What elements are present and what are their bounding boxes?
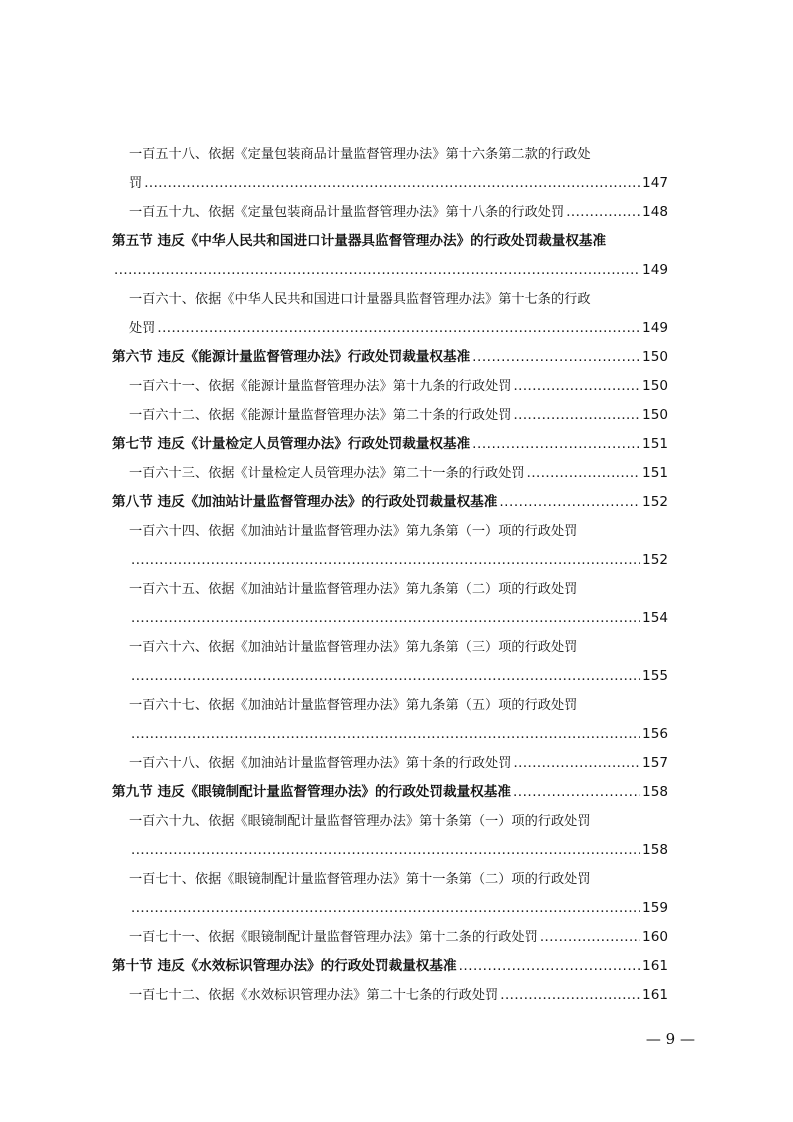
dot-leader: [513, 778, 640, 807]
toc-page-number: 152: [642, 494, 668, 510]
dot-leader: [157, 314, 640, 343]
dot-leader: [131, 546, 640, 575]
toc-page-number: 150: [642, 349, 668, 365]
toc-item-entry[interactable]: [112, 140, 668, 169]
toc-entry-title: 一百六十六、依据《加油站计量监督管理办法》第九条第（三）项的行政处罚: [129, 640, 578, 655]
dot-leader: [472, 343, 640, 372]
toc-item-entry[interactable]: [112, 836, 668, 865]
toc-entry-title: 一百六十七、依据《加油站计量监督管理办法》第九条第（五）项的行政处罚: [129, 698, 578, 713]
toc-item-entry[interactable]: [112, 894, 668, 923]
toc-entry-title: 第五节 违反《中华人民共和国进口计量器具监督管理办法》的行政处罚裁量权基准: [112, 233, 607, 249]
dot-leader: [131, 836, 640, 865]
toc-item-entry[interactable]: [112, 865, 668, 894]
toc-entry-title: 第十节 违反《水效标识管理办法》的行政处罚裁量权基准: [112, 958, 457, 974]
toc-entry-title: 一百七十、依据《眼镜制配计量监督管理办法》第十一条第（二）项的行政处罚: [129, 872, 591, 887]
toc-item-entry[interactable]: [112, 169, 668, 198]
toc-page-number: 160: [642, 929, 668, 945]
toc-page-number: 148: [642, 204, 668, 220]
toc-item-entry[interactable]: [112, 633, 668, 662]
dot-leader: [131, 662, 640, 691]
dot-leader: [114, 256, 640, 285]
dot-leader: [144, 169, 640, 198]
toc-page-number: 151: [642, 465, 668, 481]
toc-entry-title: 一百六十五、依据《加油站计量监督管理办法》第九条第（二）项的行政处罚: [129, 582, 578, 597]
toc-item-entry[interactable]: [112, 807, 668, 836]
toc-page-number: 149: [642, 262, 668, 278]
toc-item-entry[interactable]: [112, 981, 668, 1010]
toc-item-entry[interactable]: [112, 285, 668, 314]
toc-entry-title: 一百六十、依据《中华人民共和国进口计量器具监督管理办法》第十七条的行政: [129, 292, 591, 307]
toc-entry-title: 一百六十八、依据《加油站计量监督管理办法》第十条的行政处罚: [129, 756, 512, 771]
dot-leader: [131, 720, 640, 749]
toc-entry-title: 一百六十四、依据《加油站计量监督管理办法》第九条第（一）项的行政处罚: [129, 524, 578, 539]
toc-entry-title: 第六节 违反《能源计量监督管理办法》行政处罚裁量权基准: [112, 349, 471, 365]
dot-leader: [499, 488, 640, 517]
toc-page-number: 147: [642, 175, 668, 191]
toc-section-entry[interactable]: [112, 256, 668, 285]
toc-item-entry[interactable]: [112, 314, 668, 343]
toc-page-number: 149: [642, 320, 668, 336]
page-footer: [0, 1030, 793, 1048]
toc-item-entry[interactable]: [112, 720, 668, 749]
toc-page-number: 156: [642, 726, 668, 742]
toc-entry-title: 一百六十九、依据《眼镜制配计量监督管理办法》第十条第（一）项的行政处罚: [129, 814, 591, 829]
toc-section-entry[interactable]: [112, 343, 668, 372]
dot-leader: [131, 894, 640, 923]
toc-entry-title: 一百六十三、依据《计量检定人员管理办法》第二十一条的行政处罚: [129, 466, 525, 481]
toc-item-entry[interactable]: [112, 662, 668, 691]
toc-item-entry[interactable]: [112, 372, 668, 401]
toc-item-entry[interactable]: [112, 401, 668, 430]
toc-page-number: 157: [642, 755, 668, 771]
toc-item-entry[interactable]: [112, 575, 668, 604]
page-number: — 9 —: [645, 1030, 695, 1048]
toc-page-number: 151: [642, 436, 668, 452]
toc-entry-title: 第七节 违反《计量检定人员管理办法》行政处罚裁量权基准: [112, 436, 471, 452]
dot-leader: [459, 952, 640, 981]
toc-section-entry[interactable]: [112, 778, 668, 807]
toc-entry-title: 一百五十九、依据《定量包装商品计量监督管理办法》第十八条的行政处罚: [129, 205, 565, 220]
toc-item-entry[interactable]: [112, 517, 668, 546]
toc-page-number: 161: [642, 958, 668, 974]
toc-section-entry[interactable]: [112, 488, 668, 517]
toc-page-number: 154: [642, 610, 668, 626]
dot-leader: [566, 198, 640, 227]
dot-leader: [513, 401, 640, 430]
dot-leader: [540, 923, 640, 952]
toc-entry-title: 罚: [129, 176, 143, 191]
toc-item-entry[interactable]: [112, 604, 668, 633]
toc-entry-title: 一百五十八、依据《定量包装商品计量监督管理办法》第十六条第二款的行政处: [129, 147, 591, 162]
toc-item-entry[interactable]: [112, 691, 668, 720]
toc-section-entry[interactable]: [112, 227, 668, 256]
toc-entry-title: 第八节 违反《加油站计量监督管理办法》的行政处罚裁量权基准: [112, 494, 498, 510]
toc-entry-title: 第九节 违反《眼镜制配计量监督管理办法》的行政处罚裁量权基准: [112, 784, 511, 800]
toc-section-entry[interactable]: [112, 430, 668, 459]
dot-leader: [131, 604, 640, 633]
toc-item-entry[interactable]: [112, 749, 668, 778]
toc-item-entry[interactable]: [112, 546, 668, 575]
toc-item-entry[interactable]: [112, 923, 668, 952]
toc-entry-title: 一百六十一、依据《能源计量监督管理办法》第十九条的行政处罚: [129, 379, 512, 394]
toc-page-number: 155: [642, 668, 668, 684]
toc-page-number: 150: [642, 378, 668, 394]
toc-page-number: 152: [642, 552, 668, 568]
toc-page-number: 158: [642, 842, 668, 858]
toc-item-entry[interactable]: [112, 459, 668, 488]
dot-leader: [500, 981, 640, 1010]
toc-entry-title: 一百七十一、依据《眼镜制配计量监督管理办法》第十二条的行政处罚: [129, 930, 538, 945]
toc-item-entry[interactable]: [112, 198, 668, 227]
dot-leader: [513, 372, 640, 401]
toc-section-entry[interactable]: [112, 952, 668, 981]
toc-page-number: 161: [642, 987, 668, 1003]
toc-page-number: 150: [642, 407, 668, 423]
dot-leader: [527, 459, 640, 488]
table-of-contents: [112, 140, 668, 1010]
toc-entry-title: 一百六十二、依据《能源计量监督管理办法》第二十条的行政处罚: [129, 408, 512, 423]
toc-entry-title: 处罚: [129, 321, 156, 336]
dot-leader: [513, 749, 640, 778]
toc-page-number: 159: [642, 900, 668, 916]
toc-entry-title: 一百七十二、依据《水效标识管理办法》第二十七条的行政处罚: [129, 988, 499, 1003]
toc-page-number: 158: [642, 784, 668, 800]
dot-leader: [472, 430, 640, 459]
